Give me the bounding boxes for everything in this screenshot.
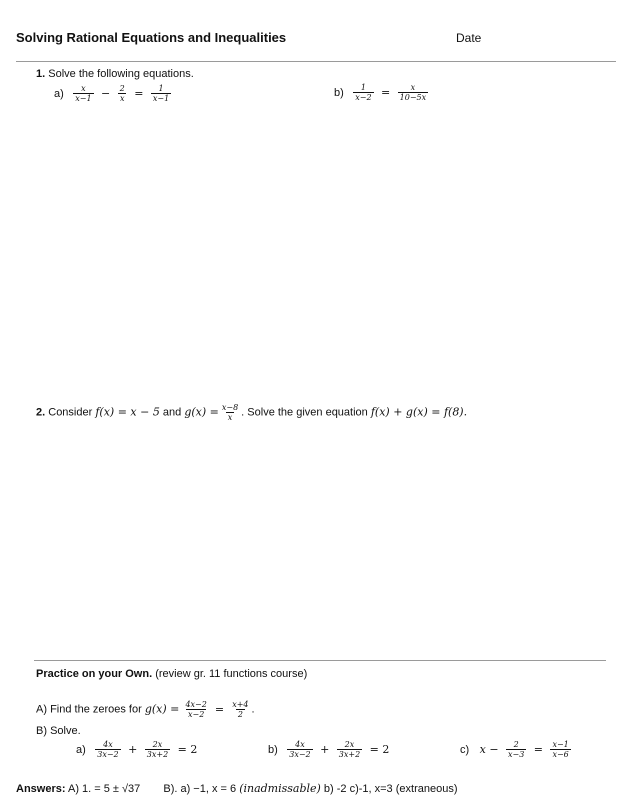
practice-part-b (268, 740, 391, 759)
part-label: a) (76, 743, 86, 756)
fraction (95, 740, 120, 759)
period: . (251, 703, 255, 716)
numerator: 1 (360, 83, 366, 92)
denominator: x−6 (552, 750, 569, 759)
practice-part-c (460, 740, 572, 759)
leading-term: x − (479, 743, 499, 756)
answers-rest: b) -2 c)-1, x=3 (extraneous) (323, 783, 458, 795)
denominator: 3x−2 (97, 750, 119, 759)
fraction (145, 740, 170, 759)
answers-line (16, 782, 458, 795)
operator: + (320, 743, 330, 756)
numerator: 4x (103, 740, 113, 749)
operator: − (101, 87, 111, 100)
right-hand-side: = 2 (177, 743, 198, 756)
numerator: 2x (344, 740, 355, 749)
fraction (183, 700, 208, 719)
denominator: 3x−2 (289, 750, 311, 759)
equals-sign: = (381, 86, 391, 99)
denominator: 2 (237, 710, 243, 719)
practice-b-text: Solve. (50, 725, 81, 737)
answers-label: Answers: (16, 783, 66, 795)
and-text: and (162, 406, 182, 419)
denominator: x−2 (355, 93, 372, 102)
right-hand-side: = 2 (369, 743, 390, 756)
operator: + (128, 743, 138, 756)
equals-sign: = (214, 703, 225, 716)
practice-divider (34, 660, 606, 661)
numerator: 2x (152, 740, 163, 749)
denominator: x−1 (152, 94, 170, 103)
fraction (73, 84, 93, 103)
numerator: x+4 (232, 700, 249, 709)
practice-a (36, 700, 255, 719)
fraction (550, 740, 570, 759)
numerator: 2 (119, 84, 125, 93)
practice-part-a (76, 740, 199, 759)
denominator: x−2 (188, 710, 205, 719)
question-1b-label: b) (334, 86, 344, 99)
date-label: Date (456, 31, 482, 45)
equals-sign: = (134, 87, 144, 100)
denominator: x−3 (508, 750, 525, 759)
period: . (241, 406, 245, 419)
page-title: Solving Rational Equations and Inequalities (16, 30, 287, 45)
answers-a: A) 1. = 5 ± √37 (67, 783, 141, 795)
question-1-text: Solve the following equations. (48, 68, 194, 80)
practice-a-label: A) (36, 703, 47, 716)
f-definition: f(x) = x − 5 (95, 405, 160, 419)
fraction (337, 740, 362, 759)
denominator: x−1 (75, 94, 92, 103)
question-2 (36, 403, 467, 422)
practice-a-text: Find the zeroes for (50, 703, 142, 716)
consider-text: Consider (48, 406, 93, 419)
question-1-prompt (36, 68, 194, 80)
g-definition-prefix: g(x) = (144, 702, 180, 716)
numerator: 4x (295, 740, 305, 749)
fraction (230, 700, 250, 719)
question-2-number: 2. (36, 406, 46, 419)
fraction (398, 83, 428, 102)
numerator: x (81, 84, 86, 93)
denominator: 3x+2 (146, 750, 169, 759)
numerator: x (410, 83, 416, 92)
denominator: x (119, 94, 125, 103)
part-label: b) (268, 743, 278, 756)
denominator: 10−5x (399, 93, 427, 102)
fraction (220, 403, 240, 422)
fraction (151, 84, 171, 103)
equation: f(x) + g(x) = f(8). (370, 405, 468, 419)
denominator: x (227, 413, 233, 422)
fraction (353, 83, 373, 102)
g-definition-prefix: g(x) = (184, 405, 219, 419)
part-label: c) (460, 743, 470, 756)
question-1b (334, 83, 429, 102)
numerator: 2 (513, 740, 519, 749)
numerator: x−1 (552, 740, 569, 749)
question-1-number: 1. (36, 68, 46, 80)
question-1a (54, 84, 172, 103)
fraction (506, 740, 526, 759)
equals-sign: = (533, 743, 543, 756)
fraction (118, 84, 127, 103)
practice-note: (review gr. 11 functions course) (155, 668, 308, 680)
numerator: 4x−2 (185, 700, 207, 709)
question-1a-label: a) (54, 87, 64, 100)
answers-b: B). a) −1, x = 6 (163, 783, 237, 795)
practice-b-label: B) (36, 725, 47, 737)
numerator: x−8 (221, 403, 239, 412)
denominator: 3x+2 (338, 750, 361, 759)
solve-text: Solve the given equation (247, 406, 368, 419)
practice-heading-line (36, 668, 307, 680)
practice-heading: Practice on your Own. (36, 668, 153, 680)
top-divider (16, 61, 616, 62)
answers-b-note: (inadmissable) (239, 782, 321, 795)
numerator: 1 (158, 84, 164, 93)
practice-b (36, 725, 81, 737)
fraction (287, 740, 312, 759)
